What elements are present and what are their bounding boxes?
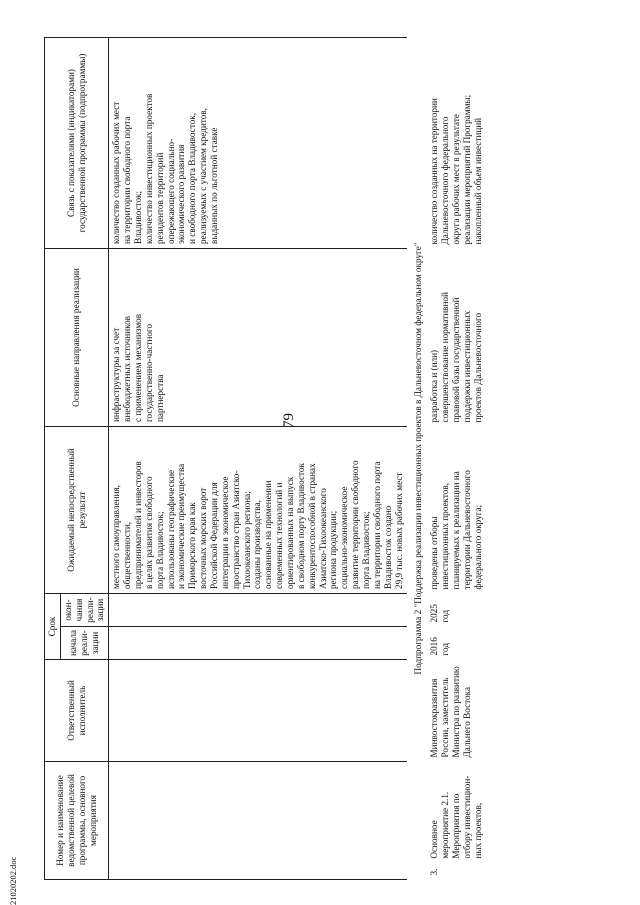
header-expected-result: Ожидаемый непосредственный результат — [45, 427, 109, 594]
header-number-name: Номер и наименование ведомственной целевой программы, основного мероприятия — [45, 762, 109, 880]
header-term-start: начала реали-зации — [60, 627, 108, 660]
header-directions: Основные направления реализации — [45, 249, 109, 427]
page-number: 79 — [281, 413, 297, 428]
continuation-row — [109, 38, 407, 880]
table-row — [427, 38, 485, 880]
cell-empty — [109, 594, 407, 627]
program-table — [44, 37, 486, 880]
subprogram-title: Подпрограмма 2 "Поддержка реализации инвестиционных проектов в Дальневосточном федеральном округе" — [412, 242, 423, 675]
header-responsible: Ответственный исполнитель — [45, 660, 109, 762]
cell-expected-result: местного самоуправления, общественности, предпринимателей и инвесторов в целях развития свободного порта Владивосток; использованы географические и экономические преимущества Приморского края как восточных морских ворот Российской Федерации для интеграции в экономическое пространство стран Азиатско- Тихоокеанского региона; созданы производства, основанные на применении современных технологий и ориентированных на выпуск в свободном порту Владивосток конкурентоспособной в странах Азиатско-Тихоокеанского региона продукции; социально-экономическое развитие территории свободного порта Владивосток; на территории свободного порта Владивосток создано 29,9 тыс. новых рабочих мест — [109, 427, 407, 594]
cell-number-name — [427, 762, 485, 880]
header-link-indicators: Связь с показателями (индикаторами) государственной программы (подпрограммы) — [45, 38, 109, 249]
cell-expected-result: проведены отборы инвестиционных проектов, планируемых к реализации на территории Дальневосточного федерального округа; — [429, 470, 483, 590]
cell-empty — [109, 627, 407, 660]
cell-directions: разработка и (или) совершенствование нормативной правовой базы государственной поддержки инвестиционных проектов Дальневосточного — [429, 292, 483, 423]
row-number: 3. — [429, 868, 440, 876]
cell-responsible: Минвостокразвития России, заместитель Министра по развитию Дальнего Востока — [429, 666, 472, 758]
cell-link-indicators: количество созданных на территории Дальневосточного федерального округа рабочих мест в результате реализации мероприятий Программы; накопленный объем инвестиций — [429, 94, 483, 245]
cell-directions: инфраструктуры за счет внебюджетных источников с применением механизмов государственно-частного партнерства — [109, 249, 407, 427]
cell-empty — [109, 660, 407, 762]
cell-link-indicators: количество созданных рабочих мест на территории свободного порта Владивосток; количество инвестиционных проектов резидентов территорий опережающего социально- экономического развития и свободного порта Владивосток, реализуемых с участием кредитов, выданных по льготной ставке — [109, 38, 407, 249]
header-term-end: окон-чания реали-зации — [60, 594, 108, 627]
rotated-table-container — [44, 38, 604, 880]
cell-term-start: 2016 год — [429, 637, 451, 656]
cell-term-end: 2025 год — [429, 604, 451, 623]
subprogram-row — [407, 38, 428, 880]
cell-empty — [109, 762, 407, 880]
row-name: Основное мероприятие 2.1. Мероприятия по отбору инвестицион- ных проектов, — [429, 775, 483, 859]
header-term: Срок — [45, 594, 61, 660]
document-code: 21020202.doc — [8, 856, 18, 905]
